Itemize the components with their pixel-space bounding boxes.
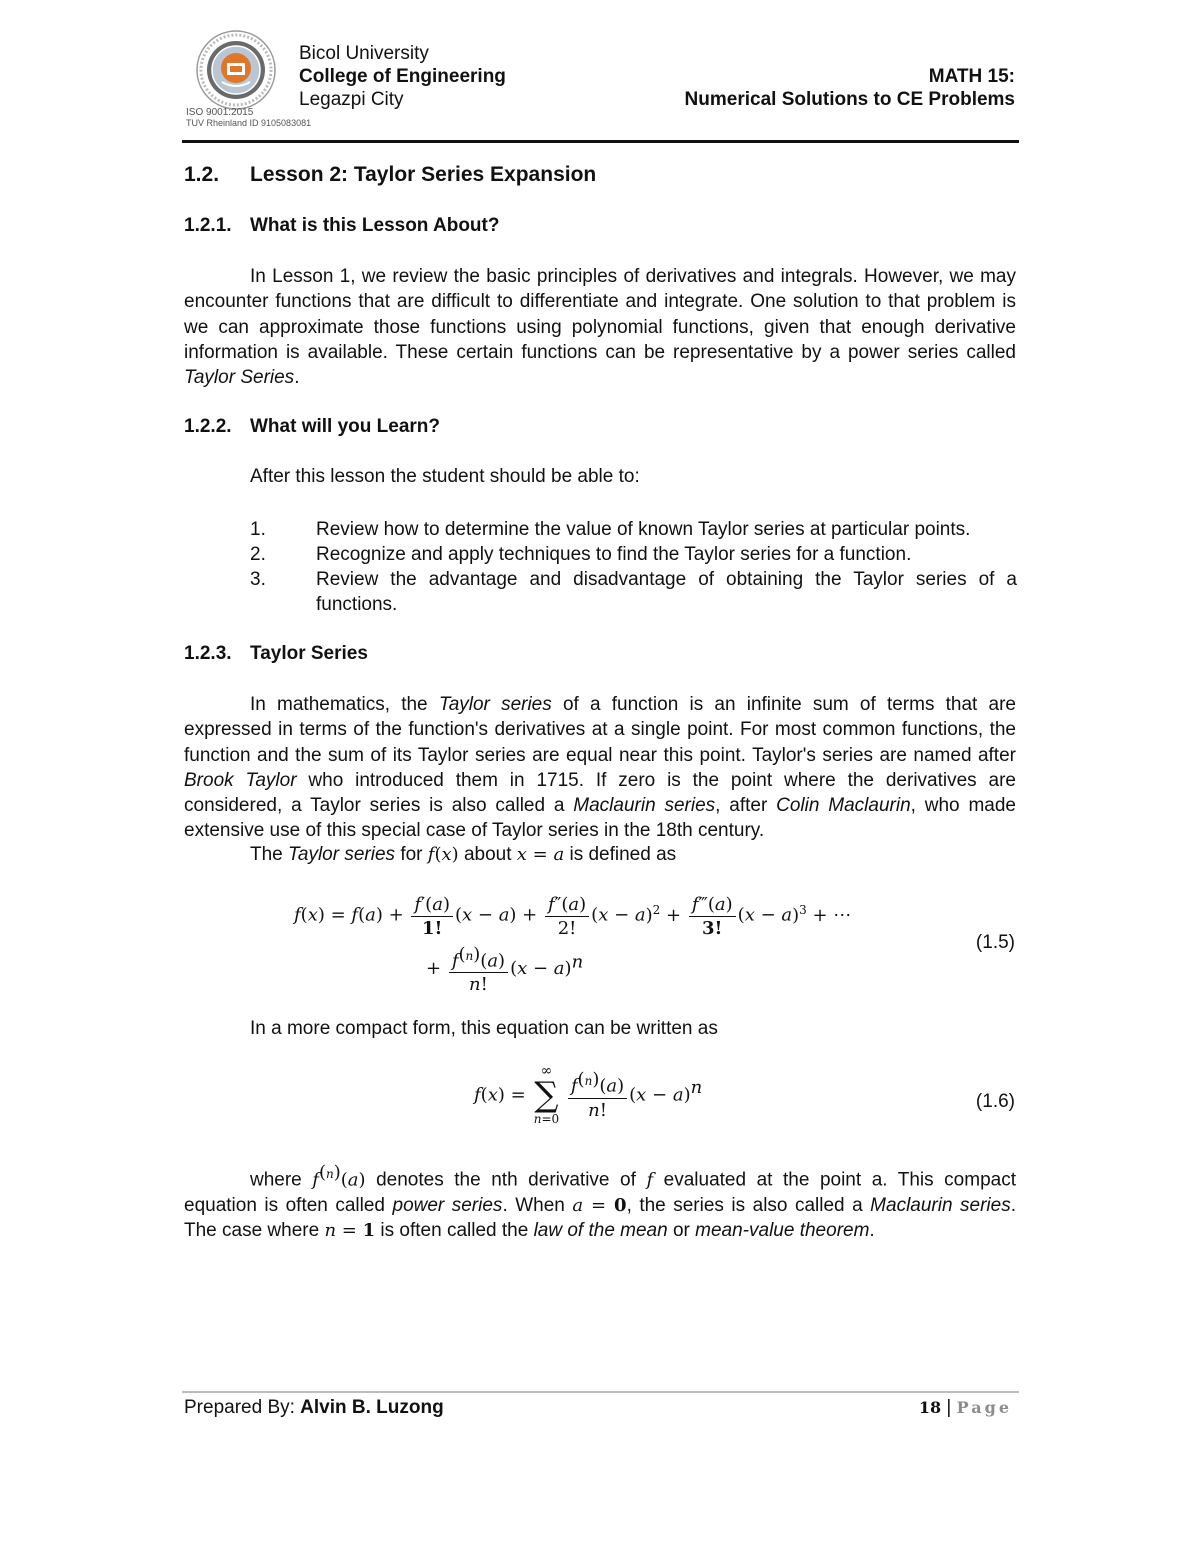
- text-run: , the series is also called a: [626, 1194, 871, 1216]
- equation-1-5-line-2: + $\frac{f^{(n)}(a)}{n!}$ $(x - a)^n$: [426, 944, 584, 996]
- equation-1-6: f(x) = ∞ ∑ n=0 $\frac{f^{(n)}(a)}{n!}$ $(x - a)^n$: [474, 1063, 703, 1126]
- page-number: 18: [918, 1398, 942, 1417]
- header-rule: [182, 140, 1019, 143]
- text-run: . When: [502, 1194, 573, 1216]
- text-run: , after: [715, 795, 777, 817]
- power-series-paragraph: where $f^{(n)}(a)$ denotes the nth derivative of f evaluated at the point a. This compact equation is often called power series. When a = 0, the series is also called a Maclaurin series. The case where n = 1 is often called the law of the mean or mean-value theorem.: [184, 1162, 1016, 1241]
- page-label: Page: [956, 1398, 1012, 1417]
- italic-term: Taylor series: [288, 844, 396, 865]
- university-name: Bicol University: [299, 43, 429, 64]
- section-heading-2: [184, 416, 440, 438]
- text-run: for: [395, 844, 428, 865]
- var: a: [553, 844, 565, 865]
- text-run: The: [250, 844, 289, 865]
- paragraph-text: In Lesson 1, we review the basic principles of derivatives and integrals. However, we may encounter functions that are difficult to differentiate and integrate. One solution to that problem is we can approximate those functions using polynomial functions, given that enough derivative information is available. These certain functions can be representative by a power series called: [184, 266, 1016, 363]
- lesson-about-paragraph: [184, 264, 1016, 390]
- text-run: In mathematics, the: [250, 694, 439, 715]
- inline-math: n: [324, 1219, 337, 1241]
- italic-term: Maclaurin series: [573, 795, 716, 817]
- course-code: MATH 15:: [928, 66, 1015, 87]
- list-item-text: Review the advantage and disadvantage of obtaining the Taylor series of a functions.: [316, 569, 1017, 615]
- text-run: about: [458, 844, 517, 865]
- list-item-number: 3.: [250, 569, 266, 590]
- section-1-number: 1.2.1.: [184, 215, 232, 236]
- italic-term: Taylor series: [438, 694, 552, 715]
- inline-math-x-eq-a: x: [516, 844, 527, 865]
- list-item: [250, 542, 1018, 568]
- text-run: is defined as: [564, 844, 677, 865]
- inline-math: f: [312, 1169, 319, 1191]
- italic-term: Brook Taylor: [184, 769, 297, 791]
- paragraph-italic: Taylor Series: [184, 367, 295, 389]
- text-run: .: [869, 1219, 875, 1241]
- prepared-by: [184, 1397, 444, 1419]
- list-item: [250, 517, 1018, 543]
- equation-1-6-number: (1.6): [975, 1091, 1015, 1112]
- italic-term: power series: [392, 1194, 503, 1216]
- paren: (: [434, 844, 442, 865]
- text-run: where: [250, 1169, 313, 1191]
- text-run: denotes the nth derivative of: [365, 1169, 647, 1191]
- college-name: College of Engineering: [299, 66, 506, 87]
- compact-form-intro: In a more compact form, this equation can be written as: [250, 1018, 718, 1039]
- text-run: who introduced them in 1715. If zero is the point where the derivatives are considered, a Taylor series is also called a: [184, 769, 1016, 817]
- section-2-number: 1.2.2.: [184, 416, 232, 437]
- page-separator: |: [941, 1397, 957, 1418]
- text-run: , who made extensive use of this special case of Taylor series in the 18th century.: [184, 795, 1016, 842]
- paragraph-end: .: [294, 367, 300, 389]
- author-name: Alvin B. Luzong: [300, 1397, 444, 1418]
- italic-term: Colin Maclaurin: [776, 795, 911, 817]
- section-1-title: What is this Lesson About?: [250, 215, 500, 236]
- iso-line-1: ISO 9001:2015: [186, 107, 254, 118]
- lesson-number: 1.2.: [184, 163, 220, 186]
- institution-block: [299, 42, 506, 111]
- list-item: [250, 567, 1018, 619]
- italic-term: law of the mean: [533, 1219, 668, 1241]
- equation-1-5-line-1: f(x) = f(a) + $\frac{f'(a)}{1!}$ (x − a) + $\frac{f''(a)}{2!}$ $(x - a)^2$ + $\frac{f‴(a)}{3!}$ $(x - a)^3$ + ⋯: [294, 894, 852, 939]
- text-run: is often called the: [375, 1219, 534, 1241]
- list-item-text: Recognize and apply techniques to find the Taylor series for a function.: [316, 544, 912, 565]
- inline-math-fx: f: [427, 844, 435, 865]
- list-item-text: Review how to determine the value of known Taylor series at particular points.: [316, 519, 971, 540]
- lesson-title: Lesson 2: Taylor Series Expansion: [250, 163, 597, 186]
- lesson-heading: [184, 163, 596, 187]
- bicol-university-seal: [196, 30, 276, 110]
- course-block: [685, 65, 1015, 111]
- city-name: Legazpi City: [299, 89, 404, 110]
- list-item-number: 1.: [250, 519, 266, 540]
- var: x: [441, 844, 452, 865]
- section-3-title: Taylor Series: [250, 643, 368, 664]
- prepared-label: Prepared By:: [184, 1397, 301, 1418]
- text-run: evaluated at the point a. This compact equation is often called: [184, 1169, 1016, 1216]
- inline-math: a: [572, 1194, 584, 1216]
- course-title: Numerical Solutions to CE Problems: [684, 89, 1015, 110]
- inline-math: f: [646, 1169, 654, 1191]
- italic-term: Maclaurin series: [870, 1194, 1011, 1216]
- italic-term: mean-value theorem: [695, 1219, 870, 1241]
- paren: ): [451, 844, 459, 865]
- objectives-intro: After this lesson the student should be able to:: [250, 466, 640, 487]
- text-run: or: [667, 1219, 696, 1241]
- section-heading-1: [184, 215, 499, 237]
- list-item-number: 2.: [250, 544, 266, 565]
- page-indicator: [919, 1397, 1012, 1419]
- iso-line-2: TUV Rheinland ID 9105083081: [186, 118, 312, 128]
- text-run: . The case where: [184, 1194, 1016, 1241]
- section-3-number: 1.2.3.: [184, 643, 232, 664]
- equals: =: [526, 844, 554, 865]
- summation-sign: ∞ ∑ n=0: [533, 1063, 560, 1126]
- taylor-definition-line: [250, 844, 676, 866]
- taylor-intro-paragraph: [184, 692, 1016, 844]
- section-2-title: What will you Learn?: [250, 416, 441, 437]
- iso-certification: [186, 108, 311, 128]
- footer-rule: [182, 1391, 1019, 1393]
- section-heading-3: [184, 643, 368, 665]
- equation-1-5-number: (1.5): [975, 932, 1015, 953]
- text-run: of a function is an infinite sum of terms that are expressed in terms of the function's derivatives at a single point. For most common functions, the function and the sum of its Taylor series are equal near this point. Taylor's series are named after: [184, 694, 1016, 766]
